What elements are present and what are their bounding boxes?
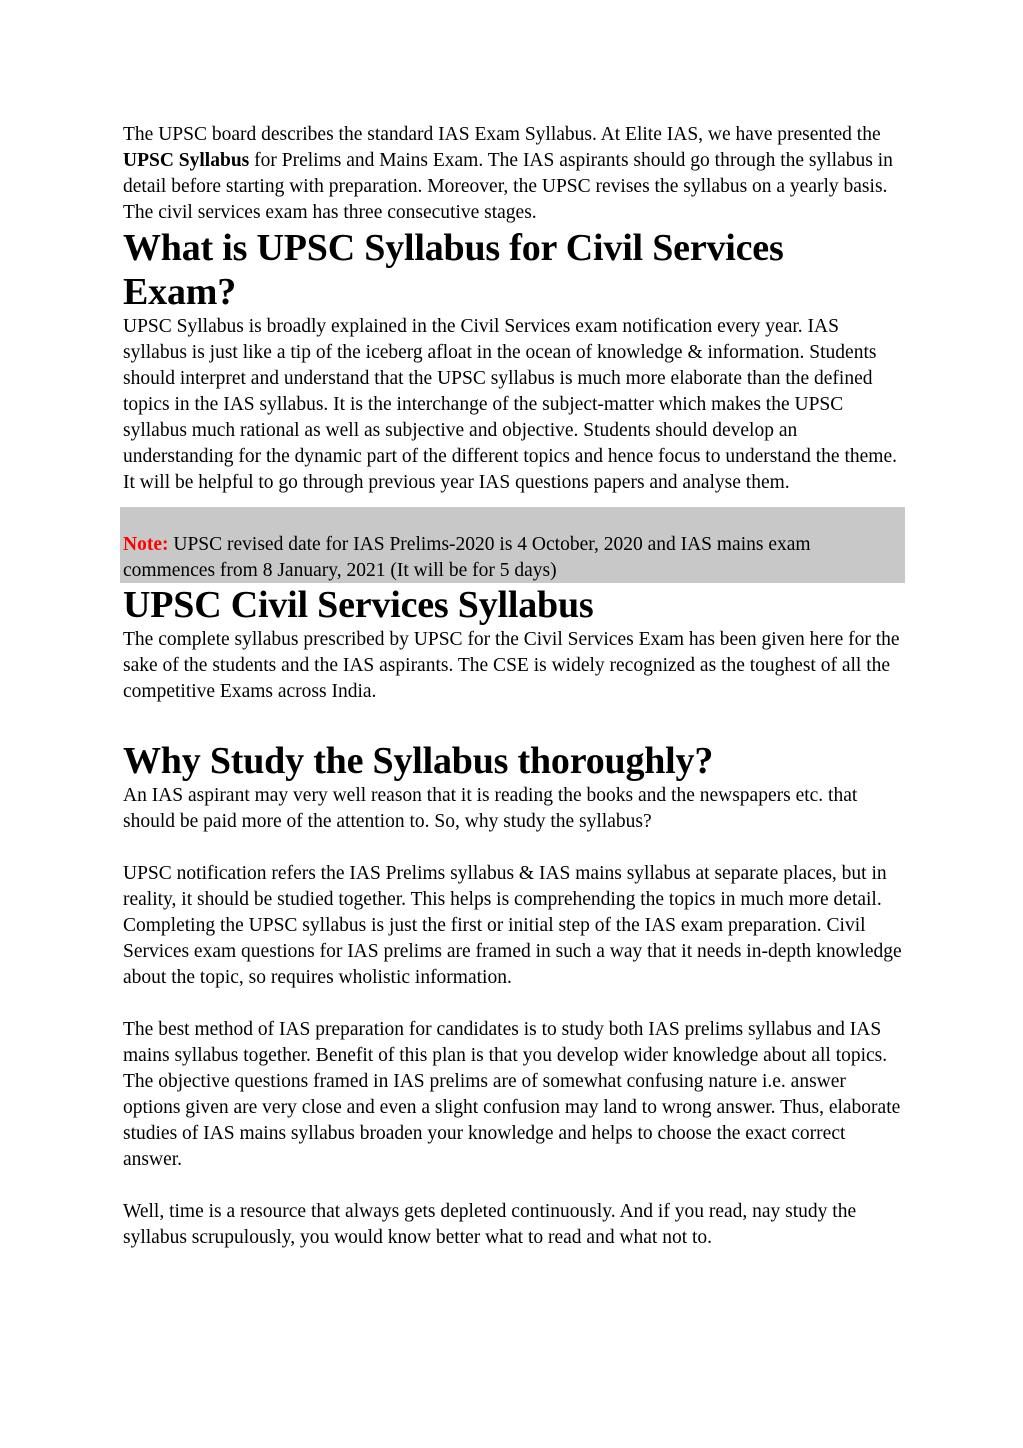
heading-why-study-syllabus: Why Study the Syllabus thoroughly? [123, 740, 714, 782]
section1-paragraph: UPSC Syllabus is broadly explained in the Civil Services exam notification every year. IAS syllabus is just like a tip of the iceberg afloat in the ocean of knowledge & information. Students should interpret and understand that the UPSC syllabus is much more elaborate than the defined topics in the IAS syllabus. It is the interchange of the subject-matter which makes the UPSC syllabus much rational as well as subjective and objective. Students should develop an understanding for the dynamic part of the different topics and hence focus to understand the theme. It will be helpful to go through previous year IAS questions papers and analyse them. [123, 316, 897, 493]
note-label: Note: [123, 534, 169, 555]
section3-paragraph-2: UPSC notification refers the IAS Prelims syllabus & IAS mains syllabus at separate places, but in reality, it should be studied together. This helps is comprehending the topics in much more detail. Completing the UPSC syllabus is just the first or initial step of the IAS exam preparation. Civil Services exam questions for IAS prelims are framed in such a way that it needs in-depth knowledge about the topic, so requires wholistic information. [123, 863, 902, 988]
intro-text-2: for Prelims and Mains Exam. The IAS aspirants should go through the syllabus in detail before starting with preparation. Moreover, the UPSC revises the syllabus on a yearly basis. The civil services exam has three consecutive stages. [123, 150, 893, 223]
section3-paragraph-3: The best method of IAS preparation for candidates is to study both IAS prelims syllabus and IAS mains syllabus together. Benefit of this plan is that you develop wider knowledge about all topics. The objective questions framed in IAS prelims are of somewhat confusing nature i.e. answer options given are very close and even a slight confusion may land to wrong answer. Thus, elaborate studies of IAS mains syllabus broaden your knowledge and helps to choose the exact correct answer. [123, 1019, 901, 1170]
intro-text-1: The UPSC board describes the standard IAS Exam Syllabus. At Elite IAS, we have presented the [123, 124, 881, 145]
heading-what-is-upsc-syllabus: What is UPSC Syllabus for Civil Services Exam? [123, 227, 784, 313]
intro-paragraph [123, 122, 903, 226]
note-body: UPSC revised date for IAS Prelims-2020 is 4 October, 2020 and IAS mains exam commences from 8 January, 2021 (It will be for 5 days) [123, 534, 811, 581]
document-page [123, 122, 903, 1251]
note-box [120, 507, 905, 583]
heading-civil-services-syllabus: UPSC Civil Services Syllabus [123, 584, 594, 626]
note-text [123, 532, 883, 584]
section2-paragraph: The complete syllabus prescribed by UPSC for the Civil Services Exam has been given here for the sake of the students and the IAS aspirants. The CSE is widely recognized as the toughest of all the competitive Exams across India. [123, 629, 900, 702]
section3-paragraph-1: An IAS aspirant may very well reason that it is reading the books and the newspapers etc. that should be paid more of the attention to. So, why study the syllabus? [123, 785, 858, 832]
section3-paragraph-4: Well, time is a resource that always gets depleted continuously. And if you read, nay study the syllabus scrupulously, you would know better what to read and what not to. [123, 1201, 857, 1248]
intro-bold-link[interactable]: UPSC Syllabus [123, 150, 250, 171]
